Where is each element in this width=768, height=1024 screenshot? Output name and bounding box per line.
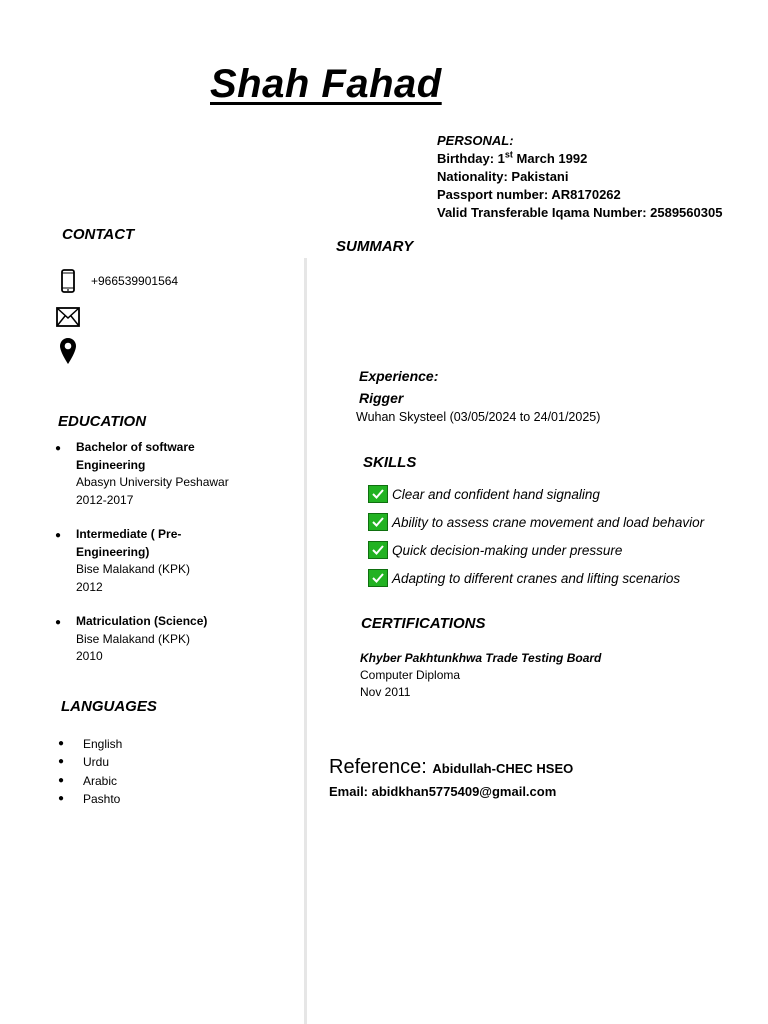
education-item xyxy=(55,439,295,509)
institution: Abasyn University Peshawar xyxy=(76,475,229,489)
birthday-prefix: Birthday: 1 xyxy=(437,151,505,166)
mail-icon xyxy=(55,304,81,330)
institution: Bise Malakand (KPK) xyxy=(76,562,191,576)
reference-email[interactable]: Email: abidkhan5775409@gmail.com xyxy=(329,784,557,799)
degree-title: Bachelor of software xyxy=(76,440,195,454)
bullet-icon: ● xyxy=(55,443,62,454)
column-divider xyxy=(304,258,307,1024)
experience-role: Rigger xyxy=(359,390,404,406)
certification-course: Computer Diploma xyxy=(360,668,461,682)
bullet-icon: ● xyxy=(55,617,62,628)
degree-title-cont: Engineering xyxy=(76,457,146,472)
reference-person: Abidullah-CHEC HSEO xyxy=(432,761,574,776)
language-item xyxy=(55,772,122,790)
skill-text: Ability to assess crane movement and load behavior xyxy=(392,514,705,530)
experience-heading: Experience: xyxy=(359,368,439,384)
birthday-suffix: March 1992 xyxy=(512,151,588,166)
skill-item xyxy=(368,536,704,564)
passport-number: Passport number: AR8170262 xyxy=(437,187,621,202)
checkmark-icon xyxy=(368,569,388,587)
birthday-sup: st xyxy=(504,149,513,160)
years: 2010 xyxy=(76,649,103,663)
languages-list xyxy=(55,735,122,808)
language-item xyxy=(55,790,122,808)
certification-date: Nov 2011 xyxy=(360,685,411,699)
bullet-icon: ● xyxy=(55,530,62,541)
language-name: Urdu xyxy=(83,755,110,770)
education-list xyxy=(55,439,295,683)
birthday xyxy=(437,150,722,168)
degree-title-cont: Engineering) xyxy=(76,544,150,559)
personal-label: PERSONAL: xyxy=(437,133,514,148)
summary-heading: SUMMARY xyxy=(336,238,414,255)
language-name: English xyxy=(83,737,123,751)
certification-item xyxy=(360,650,601,701)
checkmark-icon xyxy=(368,485,388,503)
bullet-icon: ● xyxy=(58,774,65,786)
contact-phone-row xyxy=(55,268,178,294)
certifications-heading: CERTIFICATIONS xyxy=(361,615,486,632)
contact-heading: CONTACT xyxy=(62,226,135,243)
degree-title: Intermediate ( Pre- xyxy=(76,527,182,541)
contact-email-row xyxy=(55,304,81,330)
skill-item xyxy=(368,508,704,536)
bullet-icon: ● xyxy=(58,738,65,749)
location-icon xyxy=(55,338,81,364)
language-item xyxy=(55,753,122,771)
skills-list xyxy=(368,480,704,592)
skill-item xyxy=(368,564,704,592)
skills-heading: SKILLS xyxy=(363,454,417,471)
checkmark-icon xyxy=(368,513,388,531)
phone-number[interactable]: +966539901564 xyxy=(91,274,179,288)
education-item xyxy=(55,526,295,596)
candidate-name: Shah Fahad xyxy=(210,62,442,106)
degree-title: Matriculation (Science) xyxy=(76,614,208,628)
bullet-icon: ● xyxy=(58,756,65,768)
experience-company: Wuhan Skysteel (03/05/2024 to 24/01/2025) xyxy=(356,410,601,424)
years: 2012 xyxy=(76,579,103,594)
language-name: Pashto xyxy=(83,791,121,806)
education-item xyxy=(55,613,295,666)
certification-org: Khyber Pakhtunkhwa Trade Testing Board xyxy=(360,651,602,665)
institution: Bise Malakand (KPK) xyxy=(76,631,191,646)
languages-heading: LANGUAGES xyxy=(61,698,157,715)
skill-text: Clear and confident hand signaling xyxy=(392,486,600,502)
nationality: Nationality: Pakistani xyxy=(437,169,569,184)
checkmark-icon xyxy=(368,541,388,559)
education-heading: EDUCATION xyxy=(58,413,147,430)
skill-text: Quick decision-making under pressure xyxy=(392,542,623,558)
contact-location-row xyxy=(55,338,81,364)
language-name: Arabic xyxy=(83,773,118,788)
language-item xyxy=(55,735,122,753)
skill-item xyxy=(368,480,704,508)
iqama-number: Valid Transferable Iqama Number: 2589560305 xyxy=(437,205,723,220)
years: 2012-2017 xyxy=(76,492,134,507)
reference-label: Reference: xyxy=(329,756,427,778)
bullet-icon: ● xyxy=(58,792,65,804)
phone-icon xyxy=(55,268,81,294)
skill-text: Adapting to different cranes and lifting scenarios xyxy=(392,570,681,586)
reference-line xyxy=(329,756,573,779)
personal-section xyxy=(437,132,722,222)
